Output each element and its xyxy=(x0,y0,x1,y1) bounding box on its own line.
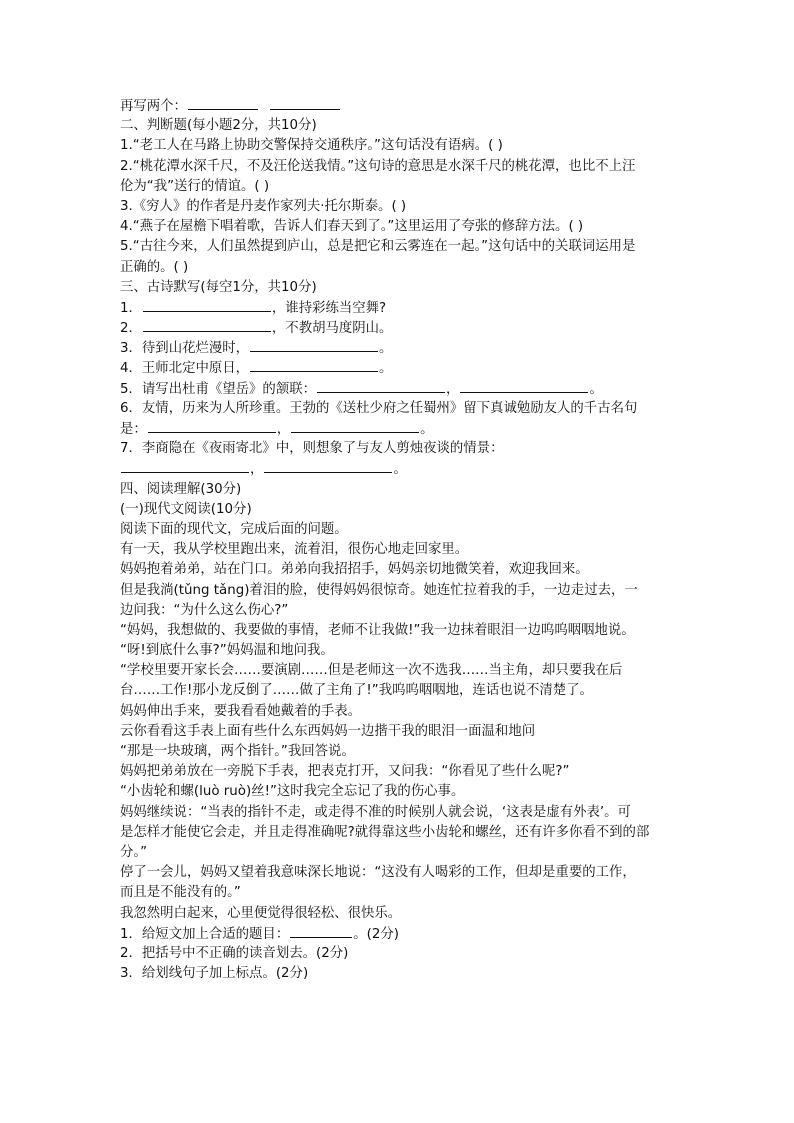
blank xyxy=(188,96,258,110)
text-line: 云你看看这手表上面有些什么东西妈妈一边揩干我的眼泪一面温和地问 xyxy=(120,723,536,739)
blank xyxy=(264,459,392,473)
blank xyxy=(291,419,419,433)
text-line: 4．王师北定中原日， 。 xyxy=(120,358,680,378)
text-line: “学校里要开家长会……要演剧……但是老师这一次不选我……当主角，却只要我在后 xyxy=(120,663,623,679)
blank xyxy=(270,96,340,110)
text-line: 而且是不能没有的。” xyxy=(120,885,241,901)
text-line: 3．待到山花烂漫时， 。 xyxy=(120,338,680,358)
sub-heading: (一)现代文阅读(10分) xyxy=(120,501,252,517)
text-line: 是怎样才能使它会走，并且走得准确呢?就得靠这些小齿轮和螺丝，还有许多你看不到的部 xyxy=(120,824,650,840)
text-line: 妈妈抱着弟弟，站在门口。弟弟向我招招手，妈妈亲切地微笑着，欢迎我回来。 xyxy=(120,562,589,578)
text-line: 妈妈把弟弟放在一旁脱下手表，把表克打开，又问我：“你看见了些什么呢?” xyxy=(120,764,570,780)
blank xyxy=(317,379,445,393)
blank xyxy=(250,338,378,352)
text-line: 6．友情，历来为人所珍重。王勃的《送杜少府之任蜀州》留下真诚勉励友人的千古名句 xyxy=(120,400,638,416)
text-line: 2． ，不教胡马度阴山。 xyxy=(120,318,680,338)
text-line: 台……工作!那小龙反倒了……做了主角了!”我呜呜咽咽地，连话也说不清楚了。 xyxy=(120,683,593,699)
text-line: 3.《穷人》的作者是丹麦作家列夫·托尔斯泰。( ) xyxy=(120,198,407,214)
text-line: 再写两个： xyxy=(120,96,680,116)
text-line: 1.“老工人在马路上协助交警保持交通秩序。”这句话没有语病。( ) xyxy=(120,138,503,154)
text-line: 2.“桃花潭水深千尺，不及汪伦送我情。”这句诗的意思是水深千尺的桃花潭，也比不上汪 xyxy=(120,158,636,174)
text-line: 妈妈伸出手来，要我看看她戴着的手表。 xyxy=(120,703,362,719)
blank xyxy=(250,358,378,372)
text-line: 我忽然明白起来，心里便觉得很轻松、很快乐。 xyxy=(120,905,402,921)
text-line: 1． ，谁持彩练当空舞? xyxy=(120,298,680,318)
section-heading: 三、古诗默写(每空1分，共10分) xyxy=(120,279,317,295)
text-line: 有一天，我从学校里跑出来，流着泪，很伤心地走回家里。 xyxy=(120,542,469,558)
blank xyxy=(121,459,249,473)
blank xyxy=(290,924,352,938)
text-line: 伦为“我”送行的情谊。( ) xyxy=(120,178,270,194)
text-line: 2．把括号中不正确的读音划去。(2分) xyxy=(120,945,349,961)
text-line: 停了一会儿，妈妈又望着我意味深长地说：“这没有人喝彩的工作，但却是重要的工作， xyxy=(120,865,636,881)
text-line: “小齿轮和螺(luò ruò)丝!”这时我完全忘记了我的伤心事。 xyxy=(120,784,465,800)
blank xyxy=(143,298,271,312)
text-line: 是： ， 。 xyxy=(120,419,680,439)
blank xyxy=(143,318,271,332)
document-body xyxy=(120,96,680,984)
text-line: “呀!到底什么事?”妈妈温和地问我。 xyxy=(120,643,334,659)
text-line: ， 。 xyxy=(120,459,680,479)
text-line: 1．给短文加上合适的题目： 。(2分) xyxy=(120,924,680,944)
text-line: 妈妈继续说：“当表的指针不走，或走得不准的时候别人就会说，‘这表是虚有外表’。可 xyxy=(120,804,631,820)
text-line: 分。” xyxy=(120,844,148,860)
text-line: “那是一块玻璃，两个指针。”我回答说。 xyxy=(120,744,355,759)
text-line: 边问我：“为什么这么伤心?” xyxy=(120,602,289,618)
blank xyxy=(148,419,276,433)
text-line: 但是我淌(tǔng tǎng)着泪的脸，使得妈妈很惊奇。她连忙拉着我的手，一边走过去，一 xyxy=(120,582,638,598)
text-line: 7．李商隐在《夜雨寄北》中，则想象了与友人剪烛夜谈的情景： xyxy=(120,441,504,457)
text-line: 阅读下面的现代文，完成后面的问题。 xyxy=(120,521,348,537)
blank xyxy=(460,379,588,393)
section-heading: 二、判断题(每小题2分，共10分) xyxy=(120,118,317,134)
text-line: “妈妈，我想做的、我要做的事情，老师不让我做!”我一边抹着眼泪一边呜呜咽咽地说。 xyxy=(120,622,635,638)
text-line: 3．给划线句子加上标点。(2分) xyxy=(120,966,309,982)
section-heading: 四、阅读理解(30分) xyxy=(120,481,242,497)
text-line: 4.“燕子在屋檐下唱着歌，告诉人们春天到了。”这里运用了夸张的修辞方法。( ) xyxy=(120,219,584,235)
text-line: 5．请写出杜甫《望岳》的颔联： ， 。 xyxy=(120,379,680,399)
text-line: 5.“古往今来，人们虽然提到庐山，总是把它和云雾连在一起。”这句话中的关联词运用是 xyxy=(120,239,636,255)
text-line: 正确的。( ) xyxy=(120,259,189,275)
